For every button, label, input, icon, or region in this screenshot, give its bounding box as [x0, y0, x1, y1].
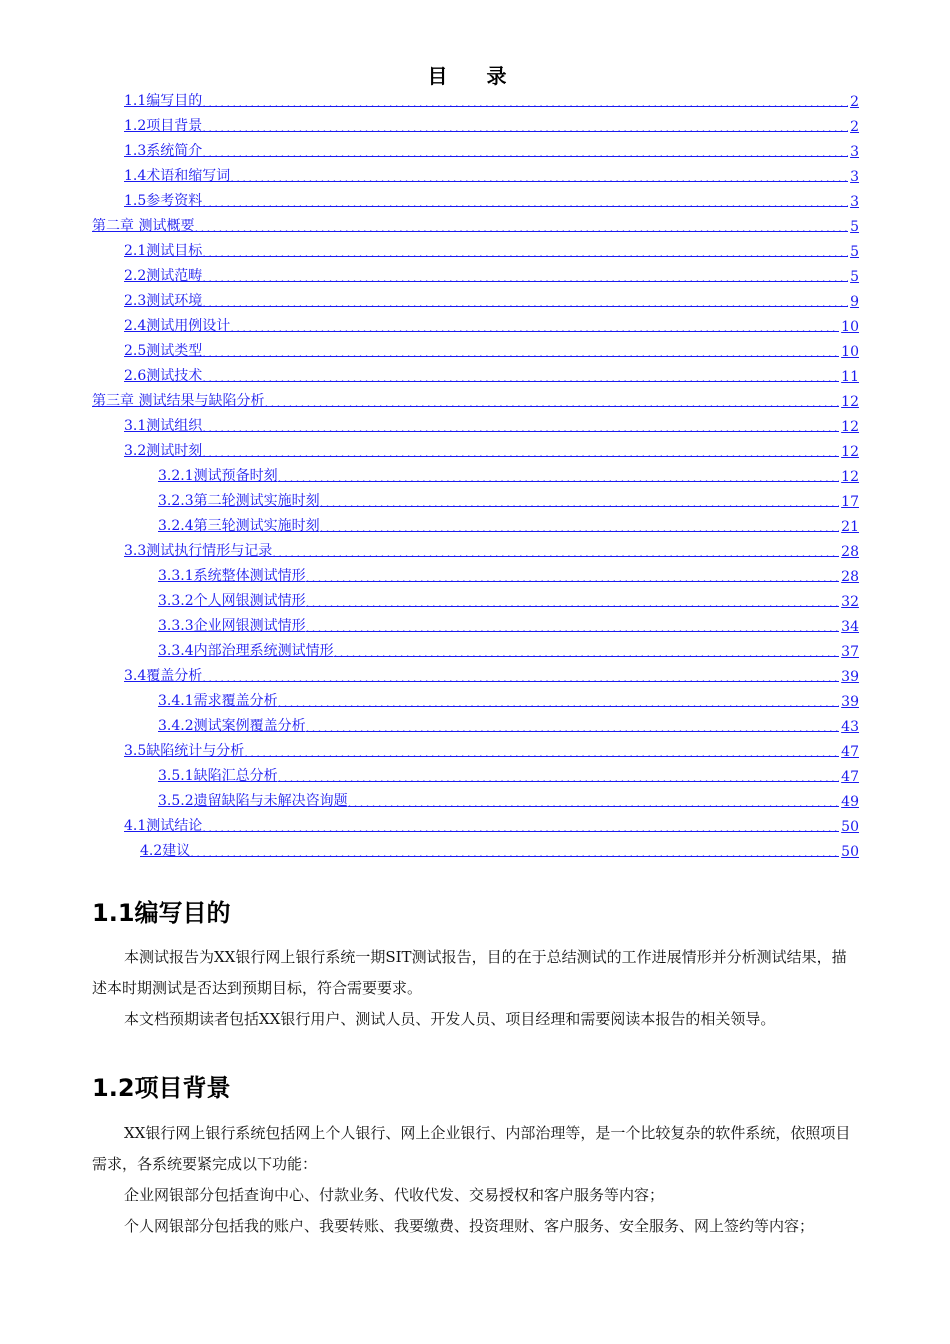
toc-page-number: 3 — [850, 194, 859, 210]
toc-page-number: 12 — [841, 419, 859, 435]
toc-page-number: 5 — [850, 219, 859, 235]
toc-leader-dots — [306, 567, 840, 582]
toc-entry[interactable] — [124, 663, 859, 685]
section-heading-1-1: 1.1编写目的 — [92, 899, 231, 927]
toc-page-number: 43 — [841, 719, 859, 735]
toc-subentry[interactable] — [158, 513, 859, 535]
toc-entry-label: 3.5.2遗留缺陷与未解决咨询题 — [158, 793, 348, 809]
toc-leader-dots — [278, 467, 840, 482]
toc-subentry[interactable] — [158, 613, 859, 635]
toc-leader-dots — [202, 242, 848, 257]
paragraph: 企业网银部分包括查询中心、付款业务、代收代发、交易授权和客户服务等内容； — [124, 1186, 665, 1204]
toc-leader-dots — [264, 392, 839, 407]
toc-entry-label: 3.2测试时刻 — [124, 443, 203, 459]
toc-page-number: 39 — [841, 694, 859, 710]
toc-leader-dots — [306, 717, 840, 732]
toc-page-number: 5 — [850, 244, 859, 260]
toc-leader-dots — [306, 592, 840, 607]
toc-leader-dots — [202, 417, 839, 432]
toc-entry-label: 3.4.2测试案例覆盖分析 — [158, 718, 306, 734]
toc-entry-label: 3.3测试执行情形与记录 — [124, 543, 273, 559]
toc-leader-dots — [202, 667, 839, 682]
toc-entry[interactable] — [124, 813, 859, 835]
toc-entry-label: 1.3系统简介 — [124, 143, 203, 159]
toc-entry-label: 1.1编写目的 — [124, 93, 203, 109]
toc-page-number: 32 — [841, 594, 859, 610]
toc-entry-label: 3.4.1需求覆盖分析 — [158, 693, 278, 709]
toc-entry[interactable] — [124, 538, 859, 560]
toc-entry-label: 3.1测试组织 — [124, 418, 203, 434]
toc-page-number: 3 — [850, 169, 859, 185]
toc-page-number: 34 — [841, 619, 859, 635]
toc-leader-dots — [202, 442, 839, 457]
toc-page-number: 12 — [841, 394, 859, 410]
toc-entry[interactable] — [124, 113, 859, 135]
toc-entry-label: 4.2建议 — [140, 843, 191, 859]
paragraph: 本文档预期读者包括XX银行用户、测试人员、开发人员、项目经理和需要阅读本报告的相关领导。 — [124, 1010, 776, 1028]
toc-page-number: 10 — [841, 319, 859, 335]
toc-leader-dots — [202, 342, 839, 357]
toc-entry[interactable] — [124, 88, 859, 110]
paragraph: 本测试报告为XX银行网上银行系统一期SIT测试报告，目的在于总结测试的工作进展情形并分析测试结果，描述本时期测试是否达到预期目标，符合需要要求。 — [92, 948, 847, 997]
toc-entry[interactable] — [124, 413, 859, 435]
toc-leader-dots — [194, 217, 848, 232]
toc-entry[interactable] — [124, 238, 859, 260]
toc-page-number: 28 — [841, 544, 859, 560]
toc-entry-label: 2.2测试范畴 — [124, 268, 203, 284]
toc-entry[interactable] — [140, 838, 859, 860]
toc-page-number: 17 — [841, 494, 859, 510]
toc-entry-label: 1.2项目背景 — [124, 118, 203, 134]
toc-entry-label: 3.4覆盖分析 — [124, 668, 203, 684]
toc-page-number: 39 — [841, 669, 859, 685]
toc-leader-dots — [230, 167, 848, 182]
toc-entry-label: 3.3.1系统整体测试情形 — [158, 568, 306, 584]
toc-entry-label: 2.6测试技术 — [124, 368, 203, 384]
toc-entry-label: 2.1测试目标 — [124, 243, 203, 259]
toc-entry-label: 2.4测试用例设计 — [124, 318, 231, 334]
toc-page-number: 12 — [841, 469, 859, 485]
toc-leader-dots — [202, 267, 848, 282]
toc-entry-label: 4.1测试结论 — [124, 818, 203, 834]
toc-entry[interactable] — [124, 438, 859, 460]
toc-entry-label: 第二章 测试概要 — [92, 218, 195, 234]
toc-leader-dots — [202, 292, 848, 307]
toc-page-number: 50 — [841, 819, 859, 835]
toc-page-number: 47 — [841, 744, 859, 760]
toc-entry[interactable] — [124, 338, 859, 360]
toc-page-number: 2 — [850, 94, 859, 110]
toc-subentry[interactable] — [158, 463, 859, 485]
toc-leader-dots — [320, 492, 840, 507]
toc-leader-dots — [278, 692, 840, 707]
toc-entry[interactable] — [124, 188, 859, 210]
toc-leader-dots — [202, 142, 848, 157]
toc-subentry[interactable] — [158, 688, 859, 710]
toc-leader-dots — [202, 817, 839, 832]
toc-entry-label: 第三章 测试结果与缺陷分析 — [92, 393, 265, 409]
toc-leader-dots — [278, 767, 840, 782]
toc-page-number: 10 — [841, 344, 859, 360]
toc-leader-dots — [334, 642, 840, 657]
toc-page-number: 28 — [841, 569, 859, 585]
toc-entry-label: 3.5.1缺陷汇总分析 — [158, 768, 278, 784]
toc-leader-dots — [244, 742, 839, 757]
toc-entry[interactable] — [124, 363, 859, 385]
toc-entry-label: 3.5缺陷统计与分析 — [124, 743, 245, 759]
toc-page-number: 9 — [850, 294, 859, 310]
toc-leader-dots — [272, 542, 839, 557]
toc-subentry[interactable] — [158, 713, 859, 735]
toc-entry[interactable] — [124, 263, 859, 285]
toc-entry-label: 2.3测试环境 — [124, 293, 203, 309]
toc-leader-dots — [320, 517, 840, 532]
toc-entry-label: 3.3.3企业网银测试情形 — [158, 618, 306, 634]
toc-page-number: 2 — [850, 119, 859, 135]
toc-entry[interactable] — [124, 738, 859, 760]
toc-subentry[interactable] — [158, 488, 859, 510]
paragraph: 个人网银部分包括我的账户、我要转账、我要缴费、投资理财、客户服务、安全服务、网上签约等内容； — [124, 1217, 815, 1235]
toc-leader-dots — [348, 792, 840, 807]
toc-page-number: 21 — [841, 519, 859, 535]
toc-subentry[interactable] — [158, 763, 859, 785]
toc-subentry[interactable] — [158, 638, 859, 660]
toc-title: 目 录 — [427, 64, 523, 88]
toc-subentry[interactable] — [158, 563, 859, 585]
toc-entry[interactable] — [124, 163, 859, 185]
toc-page-number: 5 — [850, 269, 859, 285]
toc-entry-label: 3.3.2个人网银测试情形 — [158, 593, 306, 609]
toc-page-number: 12 — [841, 444, 859, 460]
toc-leader-dots — [306, 617, 840, 632]
toc-entry[interactable] — [124, 138, 859, 160]
section-heading-1-2: 1.2项目背景 — [92, 1074, 231, 1102]
toc-page-number: 3 — [850, 144, 859, 160]
toc-chapter-entry[interactable] — [92, 388, 859, 410]
toc-chapter-entry[interactable] — [92, 213, 859, 235]
toc-page-number: 50 — [841, 844, 859, 860]
toc-leader-dots — [202, 367, 839, 382]
toc-subentry[interactable] — [158, 588, 859, 610]
toc-leader-dots — [230, 317, 839, 332]
toc-entry-label: 3.2.3第二轮测试实施时刻 — [158, 493, 320, 509]
toc-page-number: 49 — [841, 794, 859, 810]
toc-leader-dots — [202, 192, 848, 207]
toc-entry-label: 2.5测试类型 — [124, 343, 203, 359]
toc-leader-dots — [202, 117, 848, 132]
toc-leader-dots — [190, 842, 839, 857]
paragraph: XX银行网上银行系统包括网上个人银行、网上企业银行、内部治理等，是一个比较复杂的软件系统，依照项目需求，各系统要紧完成以下功能： — [92, 1124, 851, 1173]
toc-entry-label: 1.5参考资料 — [124, 193, 203, 209]
toc-entry-label: 3.3.4内部治理系统测试情形 — [158, 643, 334, 659]
toc-subentry[interactable] — [158, 788, 859, 810]
toc-page-number: 47 — [841, 769, 859, 785]
toc-entry-label: 3.2.4第三轮测试实施时刻 — [158, 518, 320, 534]
toc-leader-dots — [202, 92, 848, 107]
toc-entry-label: 1.4术语和缩写词 — [124, 168, 231, 184]
toc-page-number: 11 — [841, 369, 859, 385]
toc-entry[interactable] — [124, 313, 859, 335]
toc-entry-label: 3.2.1测试预备时刻 — [158, 468, 278, 484]
toc-entry[interactable] — [124, 288, 859, 310]
toc-page-number: 37 — [841, 644, 859, 660]
